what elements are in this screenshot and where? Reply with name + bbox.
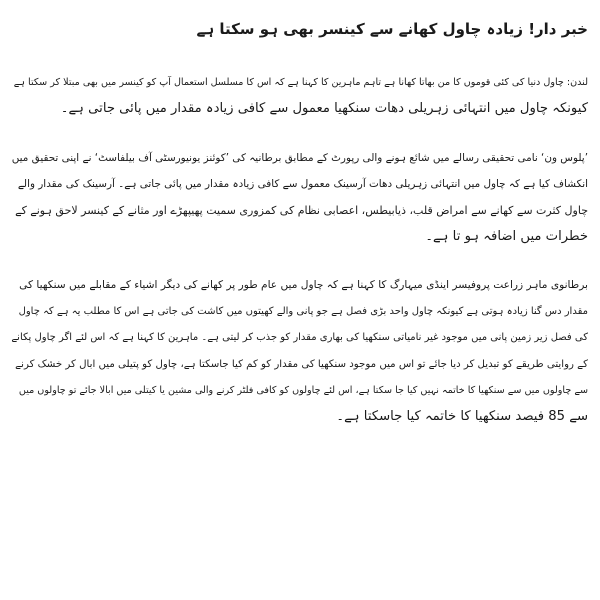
paragraph-line: مقدار دس گنا زیادہ ہوتی ہے کیونکہ چاول واحد بڑی فصل ہے جو پانی والے کھیتوں میں کاشت کی جاتی ہے اس کا مطلب یہ ہے کہ چاول <box>18 305 588 317</box>
paragraph-line: کیونکہ چاول میں انتہائی زہریلی دھات سنکھیا معمول سے کافی زیادہ مقدار میں پائی جاتی ہے۔ <box>60 101 588 117</box>
paragraph-line: لندن: چاول دنیا کی کئی قوموں کا من بھاتا کھانا ہے تاہم ماہرین کا کہنا ہے کہ اس کا مسلسل استعمال آپ کو کینسر میں بھی مبتلا کر سکتا ہے <box>13 77 588 88</box>
paragraph-line: کے روایتی طریقے کو تبدیل کر دیا جائے تو اس میں موجود سنکھیا کی مقدار کو کم کیا جاسکتا ہے، چاول کو پتیلی میں ابال کر خشک کرنے <box>15 358 588 370</box>
article-paragraph-2 <box>10 145 588 251</box>
paragraph-line: خطرات میں اضافہ ہو تا ہے۔ <box>425 229 588 245</box>
article-paragraph-1 <box>10 70 588 123</box>
paragraph-line: انکشاف کیا ہے کہ چاول میں انتہائی زہریلی دھات آرسینک معمول سے کافی زیادہ مقدار میں پائی جاتی ہے۔ آرسینک کی مقدار والے <box>17 178 588 191</box>
paragraph-line: سے 85 فیصد سنکھیا کا خاتمہ کیا جاسکتا ہے۔ <box>336 409 588 425</box>
paragraph-line: ’پلوس ون‘ نامی تحقیقی رسالے میں شائع ہونے والی رپورٹ کے مطابق برطانیہ کی ’کوئنز یونیورسٹی آف بیلفاسٹ‘ نے اپنی تحقیق میں <box>11 151 588 164</box>
paragraph-line: کی فصل زیر زمین پانی میں موجود غیر نامیاتی سنکھیا کی بھاری مقدار کو جذب کر لیتی ہے۔ ماہرین کا کہنا ہے کہ اس لئے اگر چاول پکانے <box>11 332 588 344</box>
paragraph-line: سے چاولوں میں سے سنکھیا کا خاتمہ نہیں کیا جا سکتا ہے، اس لئے چاولوں کو کافی فلٹر کرنے والی مشین یا کیتلی میں ابالا جائے تو چاولوں میں <box>18 385 588 397</box>
paragraph-line: چاول کثرت سے کھانے سے امراض قلب، ذیابیطس، اعصابی نظام کی کمزوری سمیت پھیپھڑے اور مثانے کے کینسر لاحق ہونے کے <box>15 203 588 217</box>
article-headline: خبر دار! زیادہ چاول کھانے سے کینسر بھی ہو سکتا ہے <box>196 20 588 38</box>
article-paragraph-3 <box>10 272 588 430</box>
paragraph-line: برطانوی ماہر زراعت پروفیسر اینڈی میہارگ کا کہنا ہے کہ چاول میں عام طور پر کھانے کی دیگر اشیاء کے مقابلے میں سنکھیا کی <box>19 279 588 292</box>
